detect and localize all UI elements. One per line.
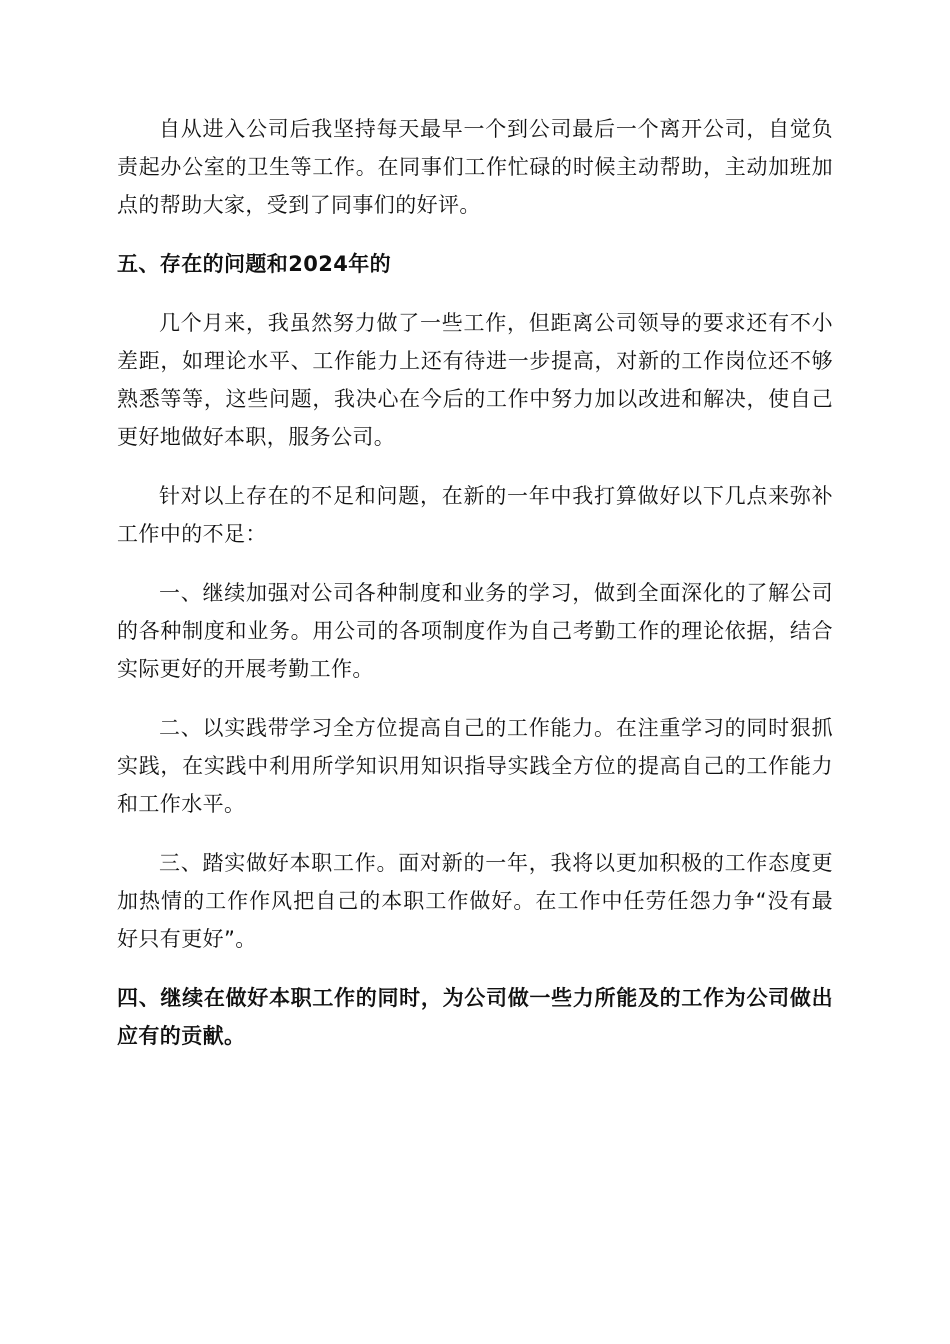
paragraph-plan-item-2: 二、以实践带学习全方位提高自己的工作能力。在注重学习的同时狠抓实践，在实践中利用所学知识用知识指导实践全方位的提高自己的工作能力和工作水平。 [117,716,833,816]
paragraph-plan-item-1: 一、继续加强对公司各种制度和业务的学习，做到全面深化的了解公司的各种制度和业务。用公司的各项制度作为自己考勤工作的理论依据，结合实际更好的开展考勤工作。 [117,581,833,681]
section-heading-problems: 五、存在的问题和2024年的 [117,252,392,276]
paragraph-plan-item-4: 四、继续在做好本职工作的同时，为公司做一些力所能及的工作为公司做出应有的贡献。 [117,986,833,1048]
paragraph-plan-intro: 针对以上存在的不足和问题，在新的一年中我打算做好以下几点来弥补工作中的不足： [117,484,833,546]
document-body [117,110,833,1076]
paragraph-plan-item-3: 三、踏实做好本职工作。面对新的一年，我将以更加积极的工作态度更加热情的工作作风把自己的本职工作做好。在工作中任劳任怨力争“没有最好只有更好”。 [117,851,833,951]
paragraph-shortcomings: 几个月来，我虽然努力做了一些工作，但距离公司领导的要求还有不小差距，如理论水平、工作能力上还有待进一步提高，对新的工作岗位还不够熟悉等等，这些问题，我决心在今后的工作中努力加以改进和解决，使自己更好地做好本职，服务公司。 [117,311,833,449]
paragraph-attendance-conduct: 自从进入公司后我坚持每天最早一个到公司最后一个离开公司，自觉负责起办公室的卫生等工作。在同事们工作忙碌的时候主动帮助，主动加班加点的帮助大家，受到了同事们的好评。 [117,117,833,217]
